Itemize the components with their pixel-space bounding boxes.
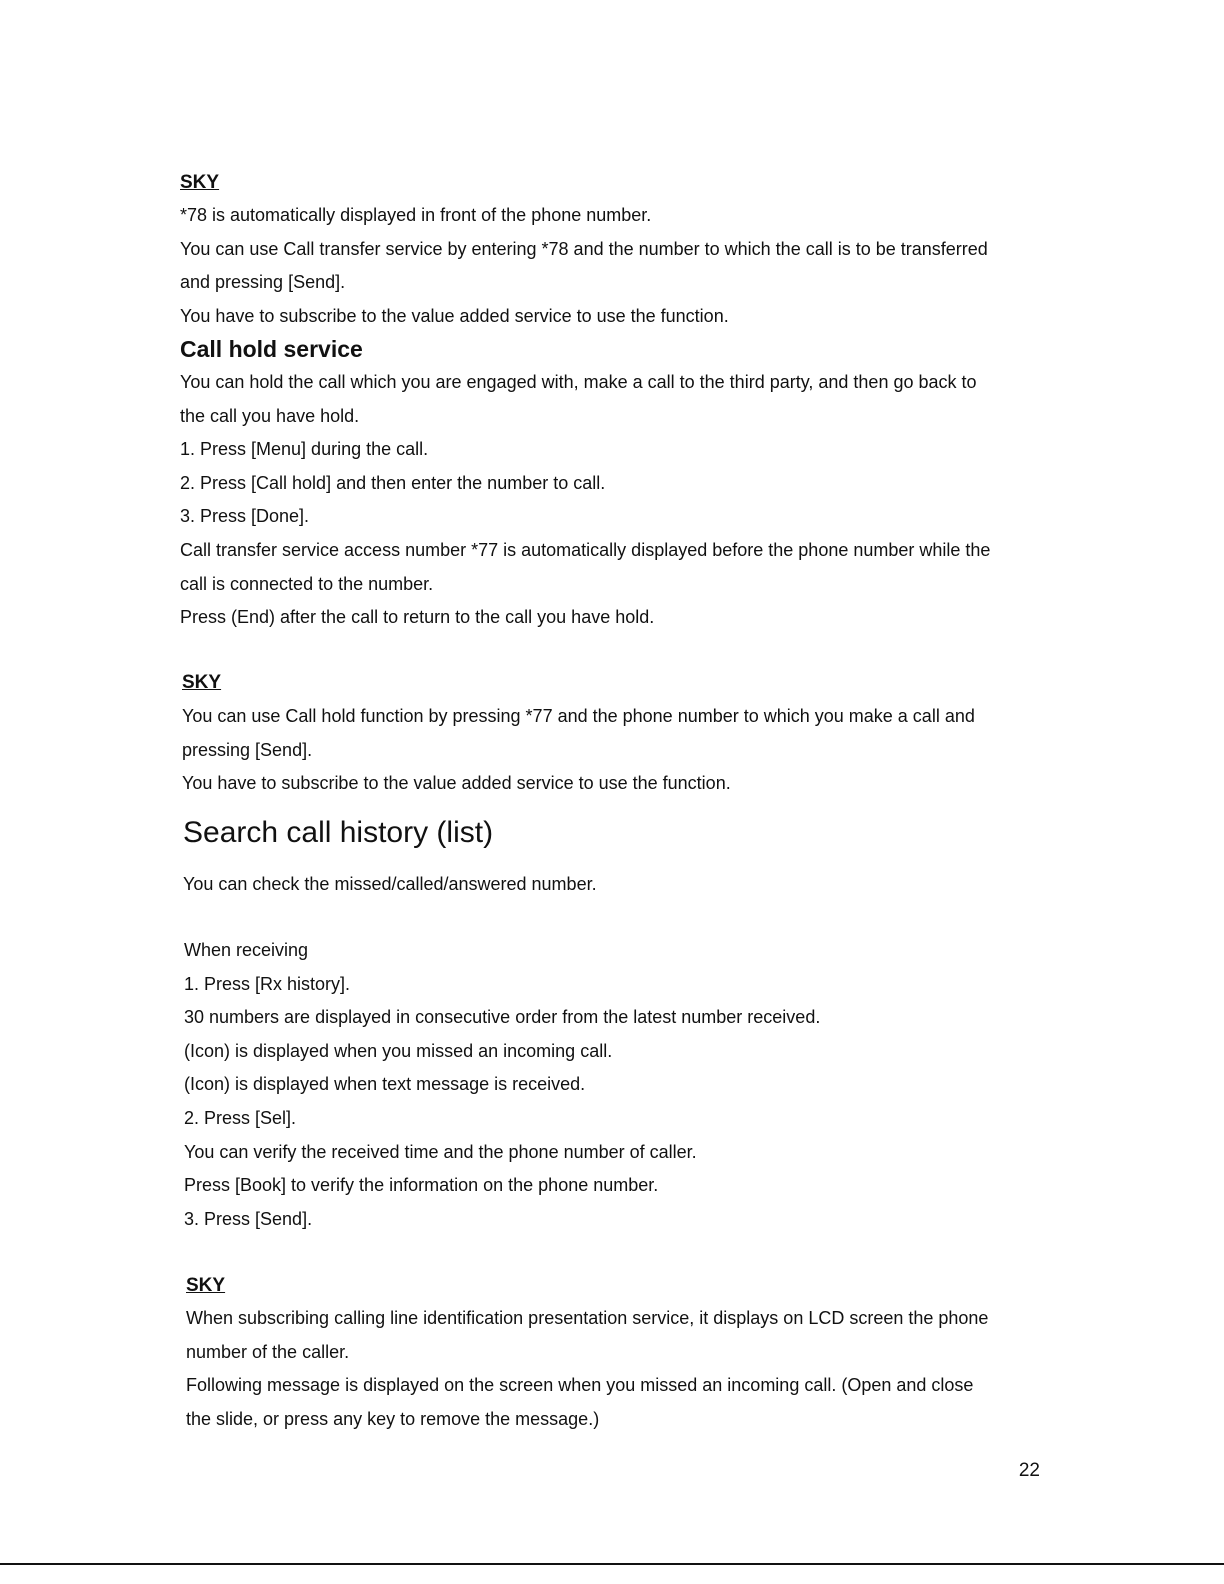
- call-history-section: [183, 813, 1043, 853]
- text-line: Following message is displayed on the screen when you missed an incoming call. (Open and close: [186, 1375, 974, 1396]
- call-history-steps: [184, 934, 1044, 1236]
- text-line: You can check the missed/called/answered number.: [183, 874, 597, 894]
- text-line: (Icon) is displayed when text message is received.: [184, 1074, 586, 1095]
- text-line: 30 numbers are displayed in consecutive order from the latest number received.: [184, 1007, 821, 1028]
- text-line: the call you have hold.: [180, 405, 360, 426]
- step-line: 2. Press [Call hold] and then enter the number to call.: [180, 472, 606, 493]
- text-line: When receiving: [184, 940, 309, 960]
- bottom-rule: [0, 1563, 1224, 1565]
- page-number: 22: [1018, 1460, 1040, 1481]
- sky-note-history: [186, 1271, 1046, 1301]
- text-line: *78 is automatically displayed in front of the phone number.: [180, 205, 652, 225]
- text-line: (Icon) is displayed when you missed an incoming call.: [184, 1040, 613, 1061]
- text-line: number of the caller.: [186, 1341, 350, 1362]
- text-line: You can use Call hold function by pressing *77 and the phone number to which you make a call and: [182, 706, 975, 726]
- text-line: You can use Call transfer service by entering *78 and the number to which the call is to be transferred: [180, 238, 988, 259]
- text-line: You can hold the call which you are engaged with, make a call to the third party, and then go back to: [180, 372, 977, 392]
- call-hold-section: [180, 334, 1040, 364]
- history-sky-text: [186, 1302, 1046, 1436]
- text-line: You have to subscribe to the value added service to use the function.: [180, 305, 729, 326]
- section-title: Search call history (list): [183, 816, 494, 849]
- text-line: pressing [Send].: [182, 739, 313, 760]
- text-line: You have to subscribe to the value added service to use the function.: [182, 773, 731, 794]
- transfer-text: [180, 199, 1040, 333]
- sky-note-hold: [182, 668, 1042, 698]
- call-history-intro: [183, 868, 1043, 902]
- text-line: Press (End) after the call to return to the call you have hold.: [180, 607, 655, 628]
- step-line: 3. Press [Done].: [180, 506, 310, 527]
- text-line: You can verify the received time and the phone number of caller.: [184, 1141, 697, 1162]
- step-line: 1. Press [Menu] during the call.: [180, 439, 429, 460]
- step-line: 3. Press [Send].: [184, 1208, 313, 1229]
- text-line: When subscribing calling line identification presentation service, it displays on LCD screen the phone: [186, 1308, 989, 1328]
- sky-heading: SKY: [182, 672, 222, 693]
- call-hold-text: [180, 366, 1040, 635]
- text-line: Press [Book] to verify the information on the phone number.: [184, 1175, 659, 1196]
- section-title: Call hold service: [180, 336, 363, 362]
- text-line: and pressing [Send].: [180, 272, 346, 293]
- text-line: call is connected to the number.: [180, 573, 434, 594]
- text-line: Call transfer service access number *77 is automatically displayed before the phone number while the: [180, 539, 991, 560]
- step-line: 2. Press [Sel].: [184, 1107, 297, 1128]
- sky-note-transfer: [180, 168, 1040, 198]
- sky-heading: SKY: [180, 172, 220, 193]
- sky-heading: SKY: [186, 1275, 226, 1296]
- hold-sky-text: [182, 700, 1042, 801]
- step-line: 1. Press [Rx history].: [184, 973, 351, 994]
- text-line: the slide, or press any key to remove the message.): [186, 1408, 600, 1429]
